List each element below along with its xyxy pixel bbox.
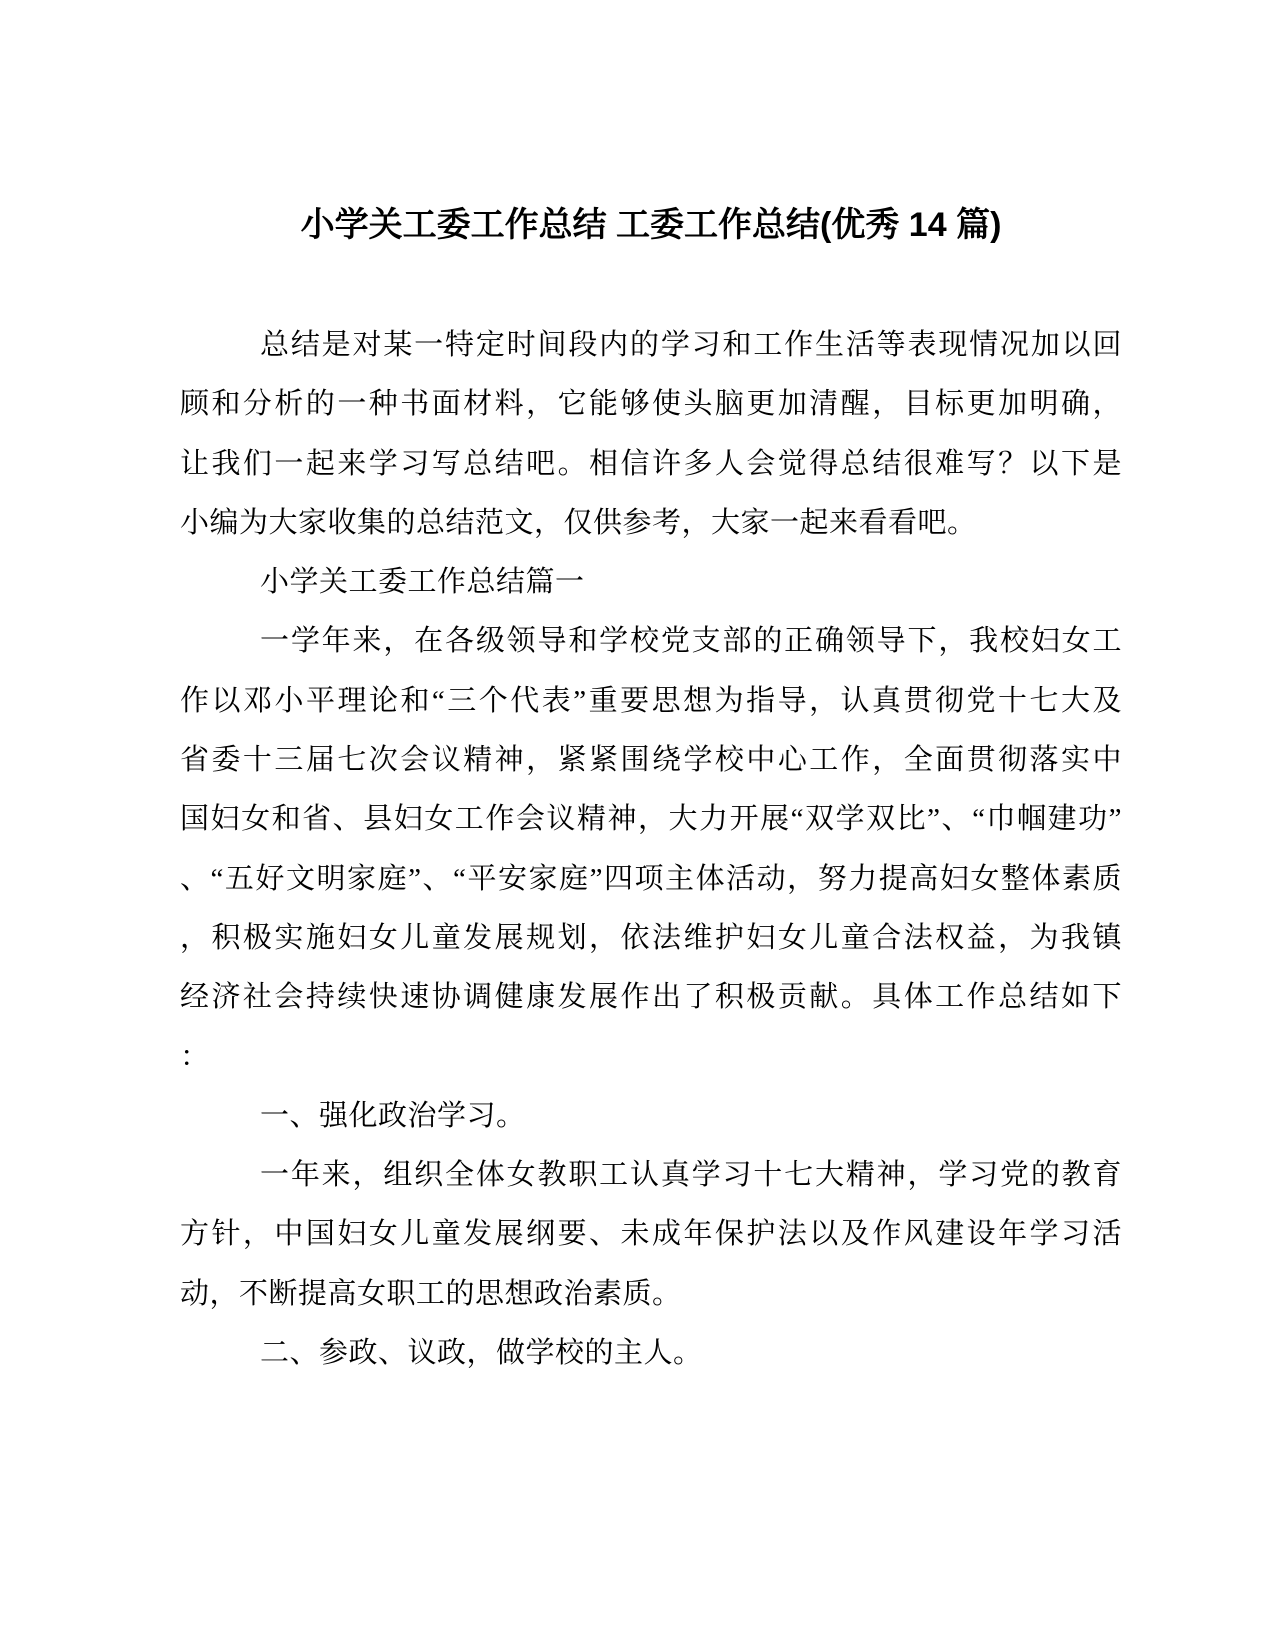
text-line: 、“五好文明家庭”、“平安家庭”四项主体活动，努力提高妇女整体素质 (180, 862, 1122, 895)
page-title: 小学关工委工作总结 工委工作总结(优秀 14 篇) (300, 206, 1002, 244)
text-line: 让我们一起来学习写总结吧。相信许多人会觉得总结很难写？以下是 (180, 447, 1122, 480)
text-line: 省委十三届七次会议精神，紧紧围绕学校中心工作，全面贯彻落实中 (180, 744, 1122, 777)
text-line: 二、参政、议政，做学校的主人。 (260, 1337, 703, 1370)
text-line: 方针，中国妇女儿童发展纲要、未成年保护法以及作风建设年学习活 (180, 1218, 1122, 1251)
text-line: 一学年来，在各级领导和学校党支部的正确领导下，我校妇女工 (260, 625, 1122, 658)
text-line: 经济社会持续快速协调健康发展作出了积极贡献。具体工作总结如下 (180, 981, 1122, 1014)
text-line: 国妇女和省、县妇女工作会议精神，大力开展“双学双比”、“巾帼建功” (180, 803, 1122, 836)
text-line: 小编为大家收集的总结范文，仅供参考，大家一起来看看吧。 (180, 506, 977, 539)
text-line: 一、强化政治学习。 (260, 1099, 526, 1132)
text-line: 总结是对某一特定时间段内的学习和工作生活等表现情况加以回 (260, 329, 1122, 361)
text-line: ，积极实施妇女儿童发展规划，依法维护妇女儿童合法权益，为我镇 (180, 921, 1122, 954)
document-body (180, 316, 1122, 1383)
text-line: 顾和分析的一种书面材料，它能够使头脑更加清醒，目标更加明确， (180, 388, 1122, 421)
text-line: 作以邓小平理论和“三个代表”重要思想为指导，认真贯彻党十七大及 (180, 684, 1122, 717)
text-line: 动，不断提高女职工的思想政治素质。 (180, 1277, 682, 1310)
text-line: 一年来，组织全体女教职工认真学习十七大精神，学习党的教育 (260, 1159, 1122, 1192)
text-line: ： (180, 1040, 210, 1073)
text-line: 小学关工委工作总结篇一 (260, 566, 585, 599)
